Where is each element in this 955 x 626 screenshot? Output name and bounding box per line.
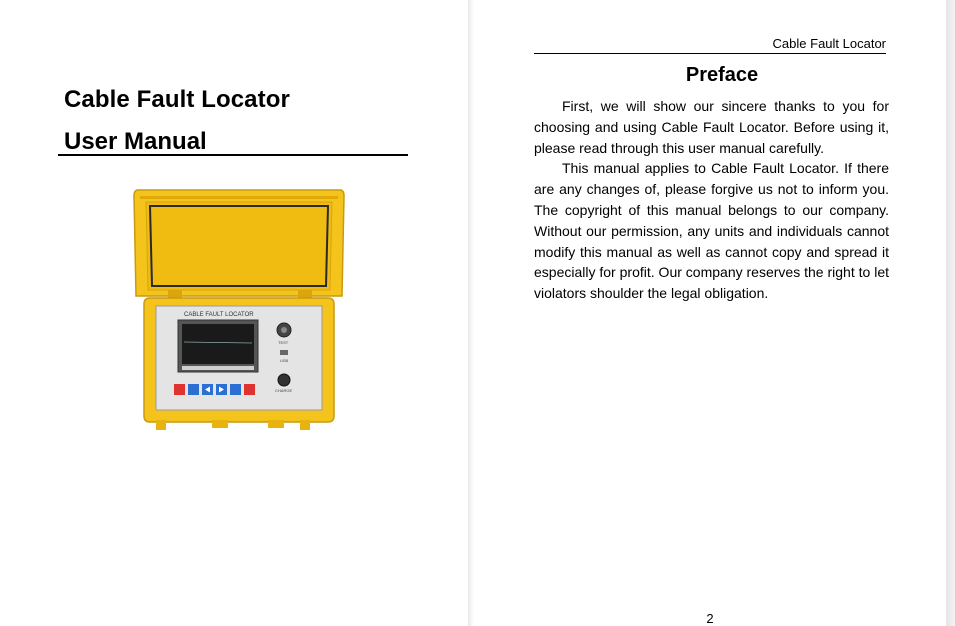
charge-port-icon xyxy=(278,374,290,386)
key-red-left xyxy=(174,384,185,395)
device-photo xyxy=(128,186,350,434)
left-page xyxy=(0,0,468,626)
preface-body xyxy=(534,96,889,304)
key-red-right xyxy=(244,384,255,395)
port-label-usb: USB xyxy=(280,358,289,363)
right-page xyxy=(474,0,946,626)
preface-heading: Preface xyxy=(685,64,759,86)
device-screen xyxy=(182,324,254,364)
manual-subtitle: User Manual xyxy=(64,128,207,155)
window-edge xyxy=(946,0,955,626)
port-label-charge: CHARGE xyxy=(275,388,293,393)
usb-port-icon xyxy=(280,350,288,355)
preface-paragraph: First, we will show our sincere thanks to you for choosing and using Cable Fault Locator. Before using it, please read through this user manual carefully. xyxy=(534,98,889,156)
manual-title: Cable Fault Locator xyxy=(64,86,290,113)
page-number: 2 xyxy=(706,611,714,626)
device-panel-label: CABLE FAULT LOCATOR xyxy=(184,312,254,318)
preface-paragraph: This manual applies to Cable Fault Locator. If there are any changes of, please forgive us not to inform you. The copyright of this manual belongs to our company. Without our permission, any units and individuals cannot modify this manual as well as cannot copy and spread it especially for profit. Our company reserves the right to let violators shoulder the legal obligation. xyxy=(534,160,889,302)
port-label-test: TEST xyxy=(278,340,289,345)
title-underline xyxy=(58,154,408,156)
running-header: Cable Fault Locator xyxy=(534,36,886,54)
